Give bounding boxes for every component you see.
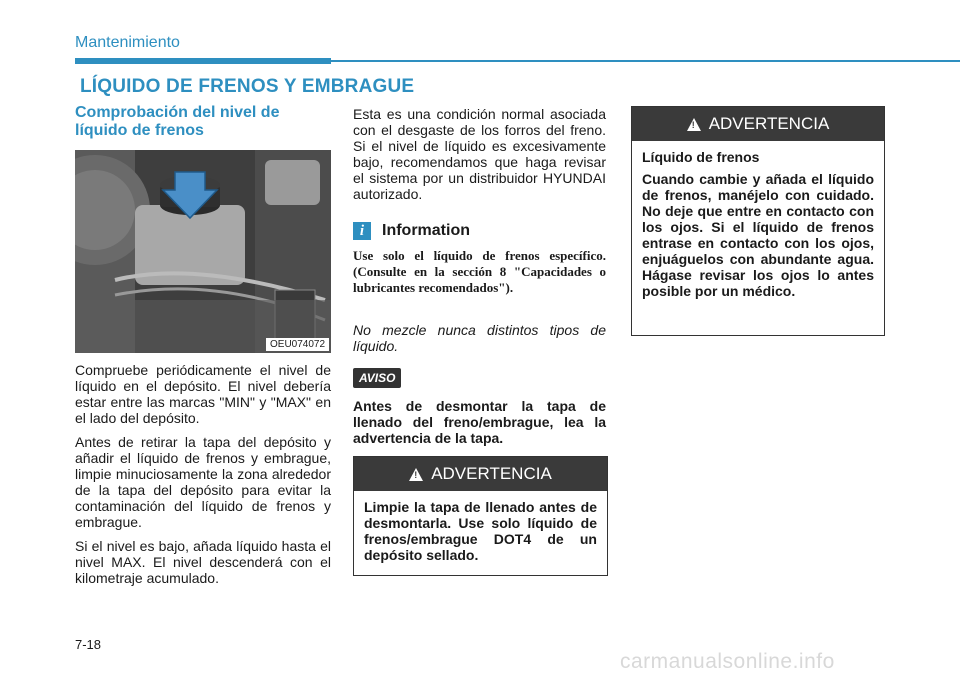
warning-box-brake-fluid <box>631 106 885 336</box>
warning-body <box>354 491 607 579</box>
warning-text: Cuando cambie y añada el líquido de frenos, manéjelo con cuidado. No deje que entre en contacto con los ojos. Si el líquido de frenos entrase en contacto con los ojos, enjuáguelos con abundante agua. Hágase revisar los ojos lo antes posible por un médico. <box>642 171 874 299</box>
header-rule-thick <box>75 58 331 64</box>
warning-subtitle: Líquido de frenos <box>642 149 760 165</box>
subheading: Comprobación del nivel de líquido de frenos <box>75 104 280 139</box>
warning-triangle-icon <box>409 468 423 481</box>
information-text: Use solo el líquido de frenos específico. (Consulte en la sección 8 "Capacidades o lubricantes recomendados"). <box>353 248 606 295</box>
warning-title: ADVERTENCIA <box>431 464 552 483</box>
paragraph: Si el nivel es bajo, añada líquido hasta el nivel MAX. El nivel descenderá con el kilometraje acumulado. <box>75 538 331 586</box>
figure-caption: OEU074072 <box>266 338 329 351</box>
paragraph: Antes de retirar la tapa del depósito y añadir el líquido de frenos y embrague, limpie minuciosamente la zona alrededor de la tapa del depósito para evitar la contaminación del líquido de frenos y embrague. <box>75 434 331 530</box>
column-1-text <box>75 362 331 594</box>
warning-body <box>632 141 884 315</box>
chapter-title: LÍQUIDO DE FRENOS Y EMBRAGUE <box>80 76 415 97</box>
information-label: Information <box>382 222 470 239</box>
aviso-text: Antes de desmontar la tapa de llenado del freno/embrague, lea la advertencia de la tapa. <box>353 398 606 446</box>
page-number: 7-18 <box>75 637 102 652</box>
engine-bay-photo <box>75 150 331 353</box>
engine-bay-illustration <box>75 150 331 353</box>
warning-header <box>632 107 884 141</box>
info-icon: i <box>353 222 371 240</box>
watermark: carmanualsonline.info <box>620 650 835 673</box>
column-2-intro: Esta es una condición normal asociada con el desgaste de los forros del freno. Si el nivel de líquido es excesivamente bajo, recomendamos que haga revisar el sistema por un distribuidor HYUNDAI autorizado. <box>353 106 606 202</box>
warning-triangle-icon <box>687 118 701 131</box>
aviso-badge: AVISO <box>353 368 401 388</box>
warning-box-cap <box>353 456 608 576</box>
caution-note: No mezcle nunca distintos tipos de líquido. <box>353 322 606 354</box>
information-heading <box>353 222 606 242</box>
warning-title: ADVERTENCIA <box>708 114 830 133</box>
section-title: Mantenimiento <box>75 34 180 51</box>
warning-text: Limpie la tapa de llenado antes de desmontarla. Use solo líquido de frenos/embrague DOT4 de un depósito sellado. <box>364 499 597 563</box>
warning-header <box>354 457 607 491</box>
paragraph: Compruebe periódicamente el nivel de líquido en el depósito. El nivel debería estar entre las marcas "MIN" y "MAX" en el lado del depósito. <box>75 362 331 426</box>
header-rule-thin <box>331 60 960 62</box>
